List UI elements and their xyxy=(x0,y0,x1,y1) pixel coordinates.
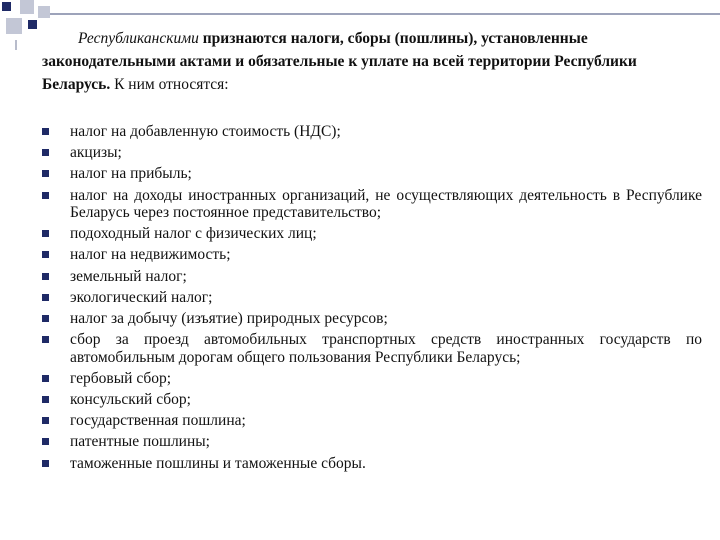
decor-square xyxy=(2,2,11,11)
list-item-text: налог за добычу (изъятие) природных ресурсов; xyxy=(70,310,388,327)
square-bullet-icon xyxy=(42,294,49,301)
decor-square xyxy=(28,20,37,29)
list-item-text: сбор за проезд автомобильных транспортных средств иностранных государств по автомобильным дорогам общего пользования Республики Беларусь; xyxy=(70,331,702,366)
square-bullet-icon xyxy=(42,170,49,177)
square-bullet-icon xyxy=(42,375,49,382)
list-item-text: патентные пошлины; xyxy=(70,433,210,451)
list-item-text: налог на прибыль; xyxy=(70,165,192,183)
square-bullet-icon xyxy=(42,315,49,322)
list-item-text: таможенные пошлины и таможенные сборы. xyxy=(70,454,366,472)
list-item xyxy=(42,391,702,409)
list-item xyxy=(42,268,702,286)
decor-square xyxy=(6,18,22,34)
decor-square xyxy=(38,6,50,18)
intro-tail: К ним относятся: xyxy=(110,76,229,93)
square-bullet-icon xyxy=(42,336,49,343)
list-item xyxy=(42,412,702,430)
list-item xyxy=(42,123,702,141)
intro-paragraph xyxy=(42,27,682,96)
list-item xyxy=(42,144,702,162)
square-bullet-icon xyxy=(42,149,49,156)
square-bullet-icon xyxy=(42,460,49,467)
list-item-text: консульский сбор; xyxy=(70,391,191,409)
list-item xyxy=(42,310,702,328)
list-item-text: акцизы; xyxy=(70,144,122,162)
square-bullet-icon xyxy=(42,273,49,280)
intro-lead: Республиканскими xyxy=(78,30,199,47)
list-item xyxy=(42,187,702,222)
decor-square xyxy=(20,0,34,14)
list-item xyxy=(42,433,702,451)
list-item-text: экологический налог; xyxy=(70,288,213,306)
intro-body: признаются налоги, сборы (пошлины), установленные законодательными актами и обязательные к уплате на всей территории Республики Беларусь. xyxy=(42,30,637,93)
list-item-text: налог на добавленную стоимость (НДС); xyxy=(70,123,341,140)
list-item-text: налог на доходы иностранных организаций, не осуществляющих деятельность в Республике Беларусь через постоянное представительство; xyxy=(70,186,702,222)
list-item-text: налог на недвижимость; xyxy=(70,246,231,264)
list-item xyxy=(42,246,702,264)
list-item xyxy=(42,331,702,366)
side-rule xyxy=(15,40,17,50)
square-bullet-icon xyxy=(42,128,49,135)
list-item xyxy=(42,225,702,243)
list-item xyxy=(42,455,702,473)
list-item xyxy=(42,370,702,388)
list-item xyxy=(42,289,702,307)
square-bullet-icon xyxy=(42,251,49,258)
list-item xyxy=(42,165,702,183)
square-bullet-icon xyxy=(42,192,49,199)
top-rule xyxy=(50,13,720,15)
list-item-text: гербовый сбор; xyxy=(70,369,172,387)
square-bullet-icon xyxy=(42,396,49,403)
square-bullet-icon xyxy=(42,230,49,237)
list-item-text: земельный налог; xyxy=(70,267,187,285)
list-item-text: подоходный налог с физических лиц; xyxy=(70,225,317,243)
square-bullet-icon xyxy=(42,438,49,445)
square-bullet-icon xyxy=(42,417,49,424)
list-item-text: государственная пошлина; xyxy=(70,412,246,430)
tax-list xyxy=(42,123,702,476)
